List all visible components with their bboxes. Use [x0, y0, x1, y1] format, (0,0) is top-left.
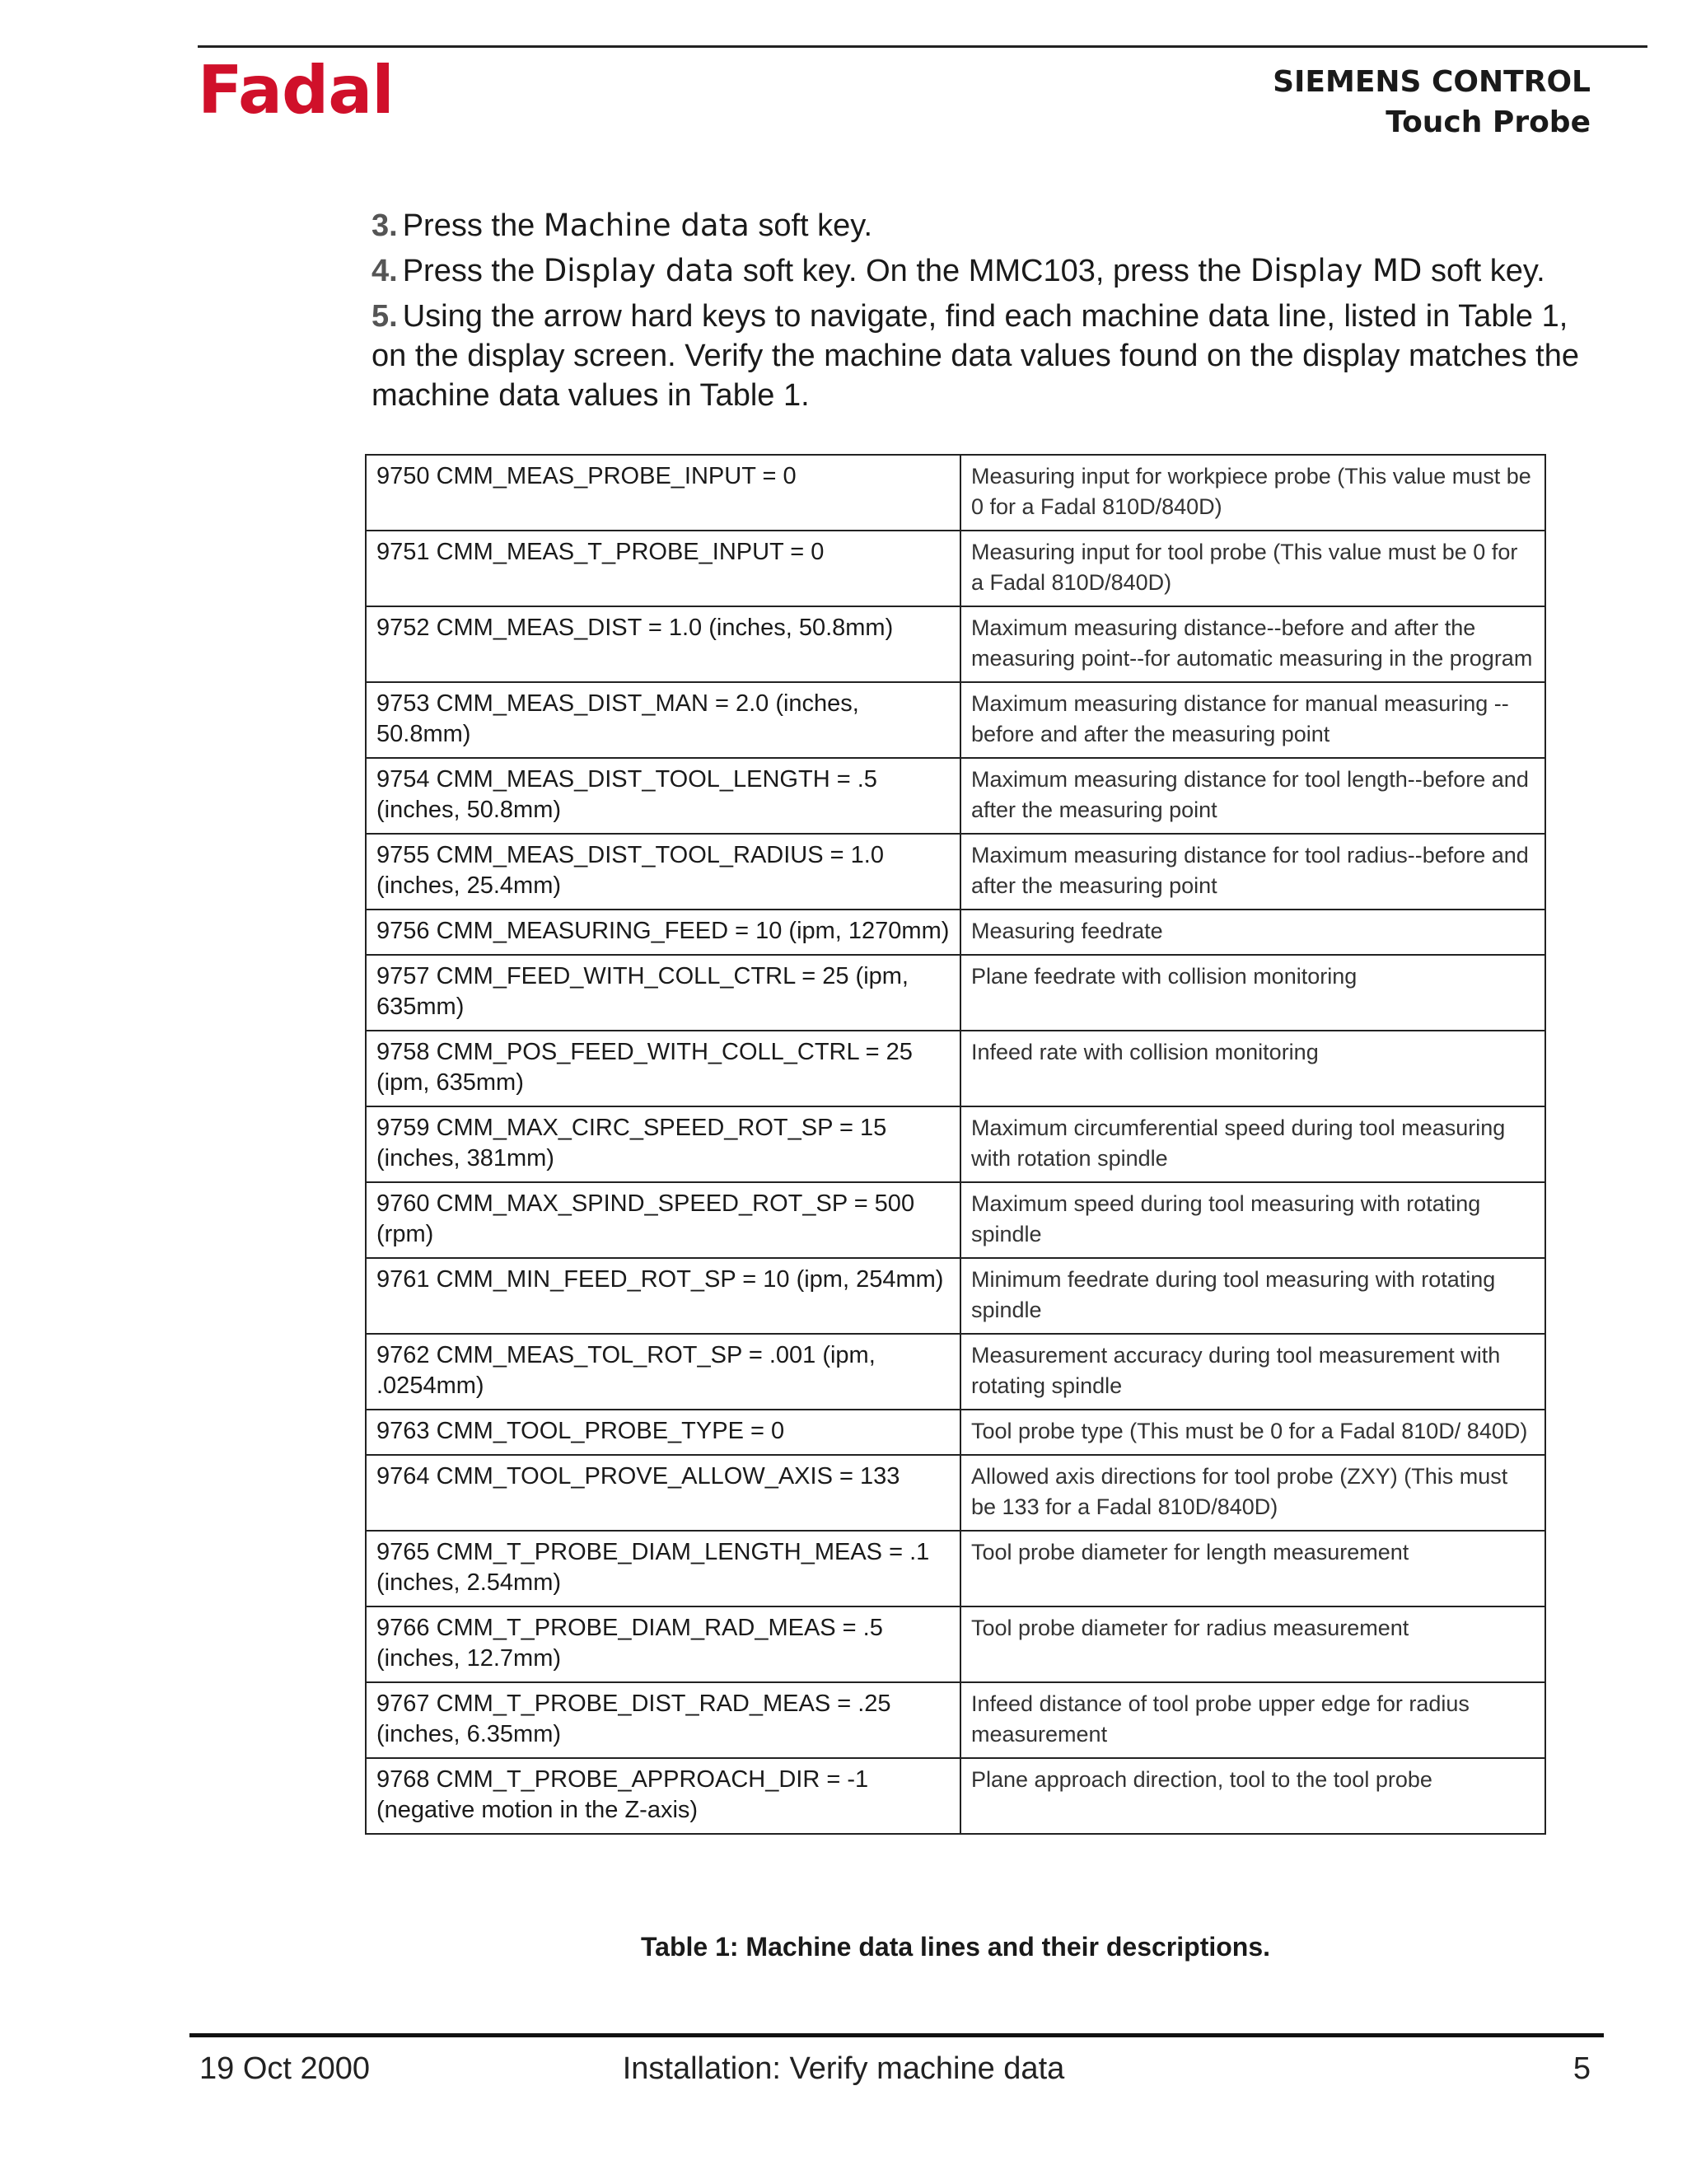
machine-data-line: 9758 CMM_POS_FEED_WITH_COLL_CTRL = 25 (ipm, 635mm) — [366, 1031, 960, 1106]
machine-data-description: Tool probe diameter for radius measurement — [960, 1606, 1545, 1682]
machine-data-description: Measuring feedrate — [960, 910, 1545, 955]
step-item — [372, 251, 1591, 291]
step-item — [372, 297, 1591, 415]
step-text: soft key. — [1422, 254, 1545, 288]
machine-data-line: 9767 CMM_T_PROBE_DIST_RAD_MEAS = .25 (inches, 6.35mm) — [366, 1682, 960, 1758]
document-header — [1273, 62, 1591, 143]
machine-data-line: 9753 CMM_MEAS_DIST_MAN = 2.0 (inches, 50.8mm) — [366, 682, 960, 758]
machine-data-line: 9763 CMM_TOOL_PROBE_TYPE = 0 — [366, 1410, 960, 1455]
footer-date: 19 Oct 2000 — [199, 2051, 371, 2086]
table-caption: Table 1: Machine data lines and their descriptions. — [640, 1932, 1271, 1962]
machine-data-line: 9766 CMM_T_PROBE_DIAM_RAD_MEAS = .5 (inches, 12.7mm) — [366, 1606, 960, 1682]
machine-data-description: Plane feedrate with collision monitoring — [960, 955, 1545, 1031]
step-number: 4. — [372, 254, 398, 288]
machine-data-description: Maximum measuring distance for tool radius--before and after the measuring point — [960, 834, 1545, 910]
machine-data-description: Measuring input for workpiece probe (This value must be 0 for a Fadal 810D/840D) — [960, 455, 1545, 531]
step-number: 5. — [372, 299, 398, 334]
table-row — [366, 758, 1545, 834]
machine-data-description: Maximum measuring distance for manual measuring --before and after the measuring point — [960, 682, 1545, 758]
machine-data-line: 9768 CMM_T_PROBE_APPROACH_DIR = -1 (negative motion in the Z-axis) — [366, 1758, 960, 1834]
machine-data-description: Maximum measuring distance--before and after the measuring point--for automatic measuring in the program — [960, 606, 1545, 682]
machine-data-description: Infeed rate with collision monitoring — [960, 1031, 1545, 1106]
step-text: Press the — [402, 254, 544, 288]
table-row — [366, 1182, 1545, 1258]
soft-key-name: Display MD — [1250, 253, 1423, 288]
header-title-line2: Touch Probe — [1386, 105, 1591, 139]
step-number: 3. — [372, 208, 398, 243]
table-row — [366, 531, 1545, 606]
header-title-line1: SIEMENS CONTROL — [1273, 65, 1591, 99]
machine-data-description: Measuring input for tool probe (This value must be 0 for a Fadal 810D/840D) — [960, 531, 1545, 606]
step-text: Press the — [402, 208, 544, 243]
table-row — [366, 834, 1545, 910]
machine-data-table — [365, 454, 1546, 1835]
machine-data-line: 9764 CMM_TOOL_PROVE_ALLOW_AXIS = 133 — [366, 1455, 960, 1531]
machine-data-line: 9757 CMM_FEED_WITH_COLL_CTRL = 25 (ipm, 635mm) — [366, 955, 960, 1031]
machine-data-line: 9751 CMM_MEAS_T_PROBE_INPUT = 0 — [366, 531, 960, 606]
footer-page-number: 5 — [1573, 2051, 1591, 2086]
machine-data-line: 9752 CMM_MEAS_DIST = 1.0 (inches, 50.8mm) — [366, 606, 960, 682]
soft-key-name: Machine data — [543, 208, 750, 243]
table-row — [366, 1258, 1545, 1334]
machine-data-description: Minimum feedrate during tool measuring with rotating spindle — [960, 1258, 1545, 1334]
machine-data-line: 9754 CMM_MEAS_DIST_TOOL_LENGTH = .5 (inches, 50.8mm) — [366, 758, 960, 834]
machine-data-description: Tool probe type (This must be 0 for a Fadal 810D/ 840D) — [960, 1410, 1545, 1455]
machine-data-description: Maximum speed during tool measuring with rotating spindle — [960, 1182, 1545, 1258]
machine-data-description: Infeed distance of tool probe upper edge for radius measurement — [960, 1682, 1545, 1758]
fadal-logo: Fadal — [198, 52, 394, 129]
table-row — [366, 1758, 1545, 1834]
footer-section-title: Installation: Verify machine data — [622, 2051, 1065, 2086]
machine-data-line: 9760 CMM_MAX_SPIND_SPEED_ROT_SP = 500 (rpm) — [366, 1182, 960, 1258]
table-row — [366, 1531, 1545, 1606]
machine-data-description: Maximum circumferential speed during tool measuring with rotation spindle — [960, 1106, 1545, 1182]
table-row — [366, 1682, 1545, 1758]
machine-data-line: 9756 CMM_MEASURING_FEED = 10 (ipm, 1270mm) — [366, 910, 960, 955]
table-row — [366, 1031, 1545, 1106]
machine-data-description: Tool probe diameter for length measurement — [960, 1531, 1545, 1606]
machine-data-line: 9759 CMM_MAX_CIRC_SPEED_ROT_SP = 15 (inches, 381mm) — [366, 1106, 960, 1182]
table-row — [366, 682, 1545, 758]
table-row — [366, 1334, 1545, 1410]
table-row — [366, 1606, 1545, 1682]
machine-data-description: Measurement accuracy during tool measurement with rotating spindle — [960, 1334, 1545, 1410]
step-text: soft key. On the MMC103, press the — [734, 254, 1250, 288]
table-row — [366, 606, 1545, 682]
table-row — [366, 1455, 1545, 1531]
machine-data-line: 9755 CMM_MEAS_DIST_TOOL_RADIUS = 1.0 (inches, 25.4mm) — [366, 834, 960, 910]
machine-data-description: Allowed axis directions for tool probe (ZXY) (This must be 133 for a Fadal 810D/840D) — [960, 1455, 1545, 1531]
machine-data-line: 9765 CMM_T_PROBE_DIAM_LENGTH_MEAS = .1 (inches, 2.54mm) — [366, 1531, 960, 1606]
machine-data-line: 9762 CMM_MEAS_TOL_ROT_SP = .001 (ipm, .0254mm) — [366, 1334, 960, 1410]
machine-data-line: 9761 CMM_MIN_FEED_ROT_SP = 10 (ipm, 254mm) — [366, 1258, 960, 1334]
table-row — [366, 1106, 1545, 1182]
footer-rule — [189, 2033, 1604, 2037]
machine-data-description: Maximum measuring distance for tool length--before and after the measuring point — [960, 758, 1545, 834]
table-row — [366, 955, 1545, 1031]
table-row — [366, 1410, 1545, 1455]
table-row — [366, 910, 1545, 955]
table-row — [366, 455, 1545, 531]
machine-data-description: Plane approach direction, tool to the tool probe — [960, 1758, 1545, 1834]
machine-data-table-body — [366, 455, 1545, 1834]
step-item — [372, 206, 1591, 246]
header-rule — [198, 45, 1647, 48]
soft-key-name: Display data — [543, 253, 735, 288]
step-text: soft key. — [749, 208, 873, 243]
instruction-steps — [372, 206, 1591, 421]
step-text: Using the arrow hard keys to navigate, find each machine data line, listed in Table 1, on the display screen. Verify the machine data values found on the display matches the machine data values in Table 1. — [372, 299, 1580, 413]
machine-data-line: 9750 CMM_MEAS_PROBE_INPUT = 0 — [366, 455, 960, 531]
